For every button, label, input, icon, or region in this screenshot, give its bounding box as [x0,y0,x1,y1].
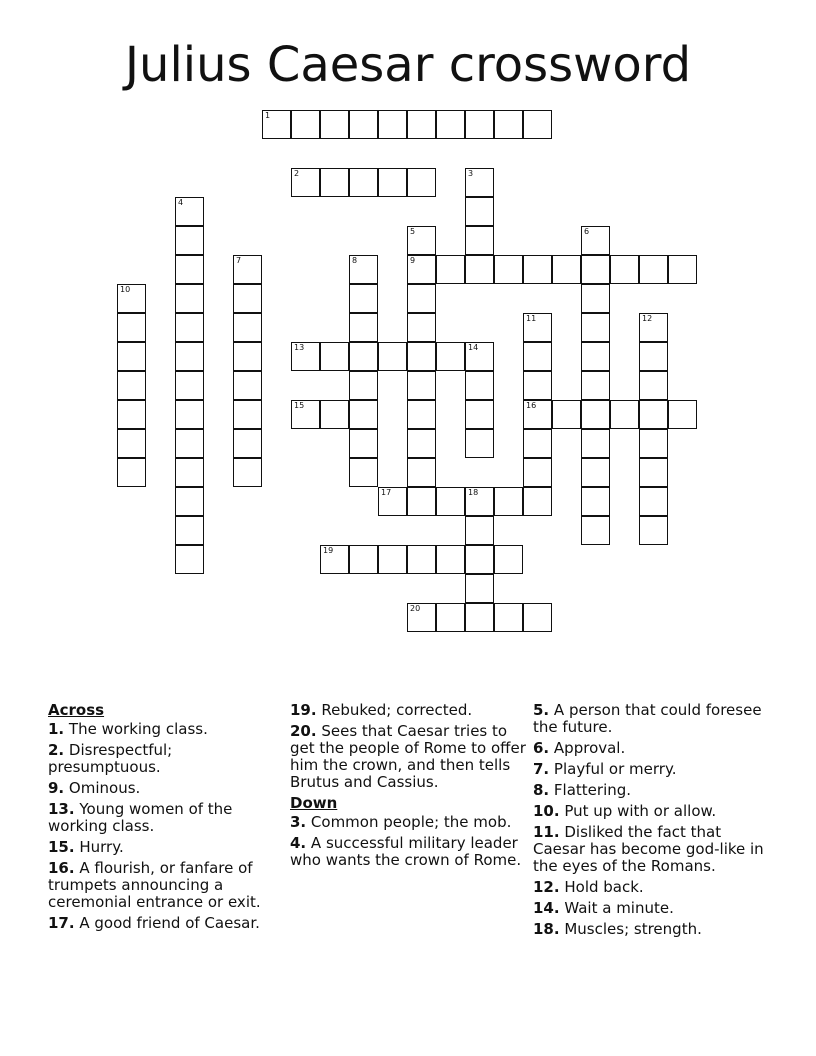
grid-cell[interactable] [465,487,494,516]
clue-number: 10. [533,802,560,820]
clue-number: 18. [533,920,560,938]
grid-cell[interactable] [175,371,204,400]
clue-down-11 [533,824,773,875]
grid-cell[interactable] [175,313,204,342]
cell-number: 1 [265,111,271,120]
grid-cell[interactable] [117,458,146,487]
grid-cell[interactable] [262,110,291,139]
clue-across-20 [290,723,526,791]
clue-across-13 [48,801,280,835]
clue-number: 19. [290,701,317,719]
grid-cell[interactable] [233,342,262,371]
grid-cell[interactable] [581,284,610,313]
clue-number: 16. [48,859,75,877]
grid-cell[interactable] [175,197,204,226]
grid-cell[interactable] [407,284,436,313]
grid-cell[interactable] [523,400,552,429]
grid-cell[interactable] [320,400,349,429]
grid-cell[interactable] [436,603,465,632]
grid-cell[interactable] [117,342,146,371]
grid-cell[interactable] [407,168,436,197]
grid-cell[interactable] [175,487,204,516]
grid-cell[interactable] [639,371,668,400]
cell-number: 3 [468,169,474,178]
grid-cell[interactable] [233,284,262,313]
grid-cell[interactable] [610,400,639,429]
grid-cell[interactable] [233,400,262,429]
grid-cell[interactable] [349,110,378,139]
grid-cell[interactable] [494,545,523,574]
cell-number: 2 [294,169,300,178]
clue-number: 5. [533,701,550,719]
clue-down-14 [533,900,773,917]
grid-cell[interactable] [639,400,668,429]
cell-number: 18 [468,488,479,497]
grid-cell[interactable] [436,342,465,371]
grid-cell[interactable] [581,226,610,255]
grid-cell[interactable] [465,255,494,284]
clue-across-19 [290,702,526,719]
grid-cell[interactable] [117,429,146,458]
grid-cell[interactable] [581,342,610,371]
grid-cell[interactable] [523,487,552,516]
grid-cell[interactable] [175,400,204,429]
grid-cell[interactable] [494,603,523,632]
grid-cell[interactable] [233,458,262,487]
grid-cell[interactable] [349,255,378,284]
grid-cell[interactable] [378,342,407,371]
grid-cell[interactable] [320,545,349,574]
clue-number: 4. [290,834,307,852]
clue-column-3 [533,702,773,942]
across-header: Across [48,701,105,719]
grid-cell[interactable] [465,197,494,226]
clue-down-3 [290,814,526,831]
grid-cell[interactable] [233,255,262,284]
grid-cell[interactable] [465,342,494,371]
clue-number: 14. [533,899,560,917]
grid-cell[interactable] [436,487,465,516]
grid-cell[interactable] [581,429,610,458]
clue-text: A successful military leader who wants the crown of Rome. [290,834,522,869]
grid-cell[interactable] [581,255,610,284]
grid-cell[interactable] [349,313,378,342]
grid-cell[interactable] [407,255,436,284]
grid-cell[interactable] [581,371,610,400]
clue-number: 7. [533,760,550,778]
grid-cell[interactable] [523,110,552,139]
grid-cell[interactable] [523,371,552,400]
grid-cell[interactable] [175,545,204,574]
grid-cell[interactable] [175,255,204,284]
grid-cell[interactable] [175,342,204,371]
clue-text: Wait a minute. [564,899,674,917]
grid-cell[interactable] [407,603,436,632]
cell-number: 16 [526,401,537,410]
grid-cell[interactable] [291,168,320,197]
clue-text: Sees that Caesar tries to get the people of Rome to offer him the crown, and then tells Brutus and Cassius. [290,722,526,791]
clue-number: 3. [290,813,307,831]
clue-text: Hold back. [564,878,644,896]
grid-cell[interactable] [465,574,494,603]
page-title: Julius Caesar crossword [124,37,692,93]
clue-text: Common people; the mob. [310,813,512,831]
cell-number: 12 [642,314,653,323]
clue-number: 13. [48,800,75,818]
cell-number: 11 [526,314,537,323]
clue-down-12 [533,879,773,896]
clue-text: Flattering. [553,781,632,799]
grid-cell[interactable] [523,313,552,342]
cell-number: 6 [584,227,590,236]
grid-cell[interactable] [494,255,523,284]
grid-cell[interactable] [523,603,552,632]
grid-cell[interactable] [349,458,378,487]
grid-cell[interactable] [465,429,494,458]
clue-text: Rebuked; corrected. [321,701,473,719]
grid-cell[interactable] [407,487,436,516]
clue-across-17 [48,915,280,932]
clue-text: A person that could foresee the future. [533,701,762,736]
cell-number: 19 [323,546,334,555]
grid-cell[interactable] [175,429,204,458]
cell-number: 14 [468,343,479,352]
cell-number: 15 [294,401,305,410]
grid-cell[interactable] [233,371,262,400]
grid-cell[interactable] [320,342,349,371]
grid-cell[interactable] [407,458,436,487]
clue-down-10 [533,803,773,820]
grid-cell[interactable] [639,342,668,371]
grid-cell[interactable] [465,168,494,197]
grid-cell[interactable] [320,168,349,197]
grid-cell[interactable] [494,487,523,516]
grid-cell[interactable] [175,516,204,545]
grid-cell[interactable] [581,516,610,545]
grid-cell[interactable] [349,284,378,313]
grid-cell[interactable] [581,487,610,516]
grid-cell[interactable] [378,545,407,574]
grid-cell[interactable] [407,226,436,255]
clue-across-2 [48,742,280,776]
grid-cell[interactable] [523,429,552,458]
grid-cell[interactable] [407,313,436,342]
grid-cell[interactable] [436,545,465,574]
grid-cell[interactable] [639,255,668,284]
grid-cell[interactable] [581,458,610,487]
clue-down-5 [533,702,773,736]
cell-number: 7 [236,256,242,265]
cell-number: 8 [352,256,358,265]
clue-text: A good friend of Caesar. [79,914,260,932]
grid-cell[interactable] [175,226,204,255]
clue-text: Put up with or allow. [564,802,717,820]
grid-cell[interactable] [639,313,668,342]
grid-cell[interactable] [349,545,378,574]
cell-number: 4 [178,198,184,207]
grid-cell[interactable] [552,400,581,429]
grid-cell[interactable] [378,487,407,516]
clue-down-8 [533,782,773,799]
grid-cell[interactable] [465,603,494,632]
grid-cell[interactable] [407,429,436,458]
clue-text: Hurry. [79,838,124,856]
grid-cell[interactable] [407,371,436,400]
clue-number: 20. [290,722,317,740]
clue-text: Muscles; strength. [564,920,702,938]
grid-cell[interactable] [117,371,146,400]
grid-cell[interactable] [639,429,668,458]
cell-number: 10 [120,285,131,294]
grid-cell[interactable] [233,313,262,342]
grid-cell[interactable] [436,255,465,284]
grid-cell[interactable] [465,400,494,429]
grid-cell[interactable] [639,458,668,487]
grid-cell[interactable] [639,487,668,516]
grid-cell[interactable] [378,168,407,197]
grid-cell[interactable] [378,110,407,139]
grid-cell[interactable] [523,342,552,371]
clue-number: 2. [48,741,65,759]
clue-column-2 [290,702,526,873]
grid-cell[interactable] [581,400,610,429]
clue-text: Approval. [553,739,626,757]
grid-cell[interactable] [552,255,581,284]
clue-text: Playful or merry. [553,760,677,778]
clue-across-15 [48,839,280,856]
clue-number: 11. [533,823,560,841]
cell-number: 17 [381,488,392,497]
grid-cell[interactable] [175,284,204,313]
grid-cell[interactable] [523,458,552,487]
clue-text: A flourish, or fanfare of trumpets announcing a ceremonial entrance or exit. [48,859,261,911]
clue-across-1 [48,721,280,738]
cell-number: 20 [410,604,421,613]
clue-down-6 [533,740,773,757]
grid-cell[interactable] [436,110,465,139]
grid-cell[interactable] [639,516,668,545]
grid-cell[interactable] [465,371,494,400]
grid-cell[interactable] [465,545,494,574]
clue-number: 15. [48,838,75,856]
grid-cell[interactable] [349,400,378,429]
clue-across-16 [48,860,280,911]
grid-cell[interactable] [407,342,436,371]
grid-cell[interactable] [349,429,378,458]
cell-number: 13 [294,343,305,352]
cell-number: 5 [410,227,416,236]
grid-cell[interactable] [175,458,204,487]
grid-cell[interactable] [465,110,494,139]
grid-cell[interactable] [407,110,436,139]
grid-cell[interactable] [291,400,320,429]
grid-cell[interactable] [581,313,610,342]
grid-cell[interactable] [610,255,639,284]
clue-column-1 [48,702,280,936]
grid-cell[interactable] [407,545,436,574]
clue-text: The working class. [68,720,208,738]
down-header: Down [290,794,338,812]
grid-cell[interactable] [349,168,378,197]
grid-cell[interactable] [320,110,349,139]
grid-cell[interactable] [117,284,146,313]
clue-number: 8. [533,781,550,799]
clue-text: Disrespectful; presumptuous. [48,741,173,776]
grid-cell[interactable] [494,110,523,139]
grid-cell[interactable] [523,255,552,284]
grid-cell[interactable] [291,342,320,371]
clue-number: 9. [48,779,65,797]
clue-text: Disliked the fact that Caesar has become god-like in the eyes of the Romans. [533,823,764,875]
clue-down-7 [533,761,773,778]
cell-number: 9 [410,256,416,265]
grid-cell[interactable] [349,371,378,400]
grid-cell[interactable] [407,400,436,429]
grid-cell[interactable] [117,400,146,429]
clue-down-4 [290,835,526,869]
grid-cell[interactable] [117,313,146,342]
grid-cell[interactable] [668,255,697,284]
clue-text: Young women of the working class. [48,800,233,835]
grid-cell[interactable] [349,342,378,371]
clue-number: 6. [533,739,550,757]
clue-number: 12. [533,878,560,896]
clue-number: 1. [48,720,65,738]
grid-cell[interactable] [668,400,697,429]
clue-number: 17. [48,914,75,932]
grid-cell[interactable] [291,110,320,139]
grid-cell[interactable] [233,429,262,458]
clue-down-18 [533,921,773,938]
clue-text: Ominous. [68,779,141,797]
grid-cell[interactable] [465,516,494,545]
clue-across-9 [48,780,280,797]
grid-cell[interactable] [465,226,494,255]
